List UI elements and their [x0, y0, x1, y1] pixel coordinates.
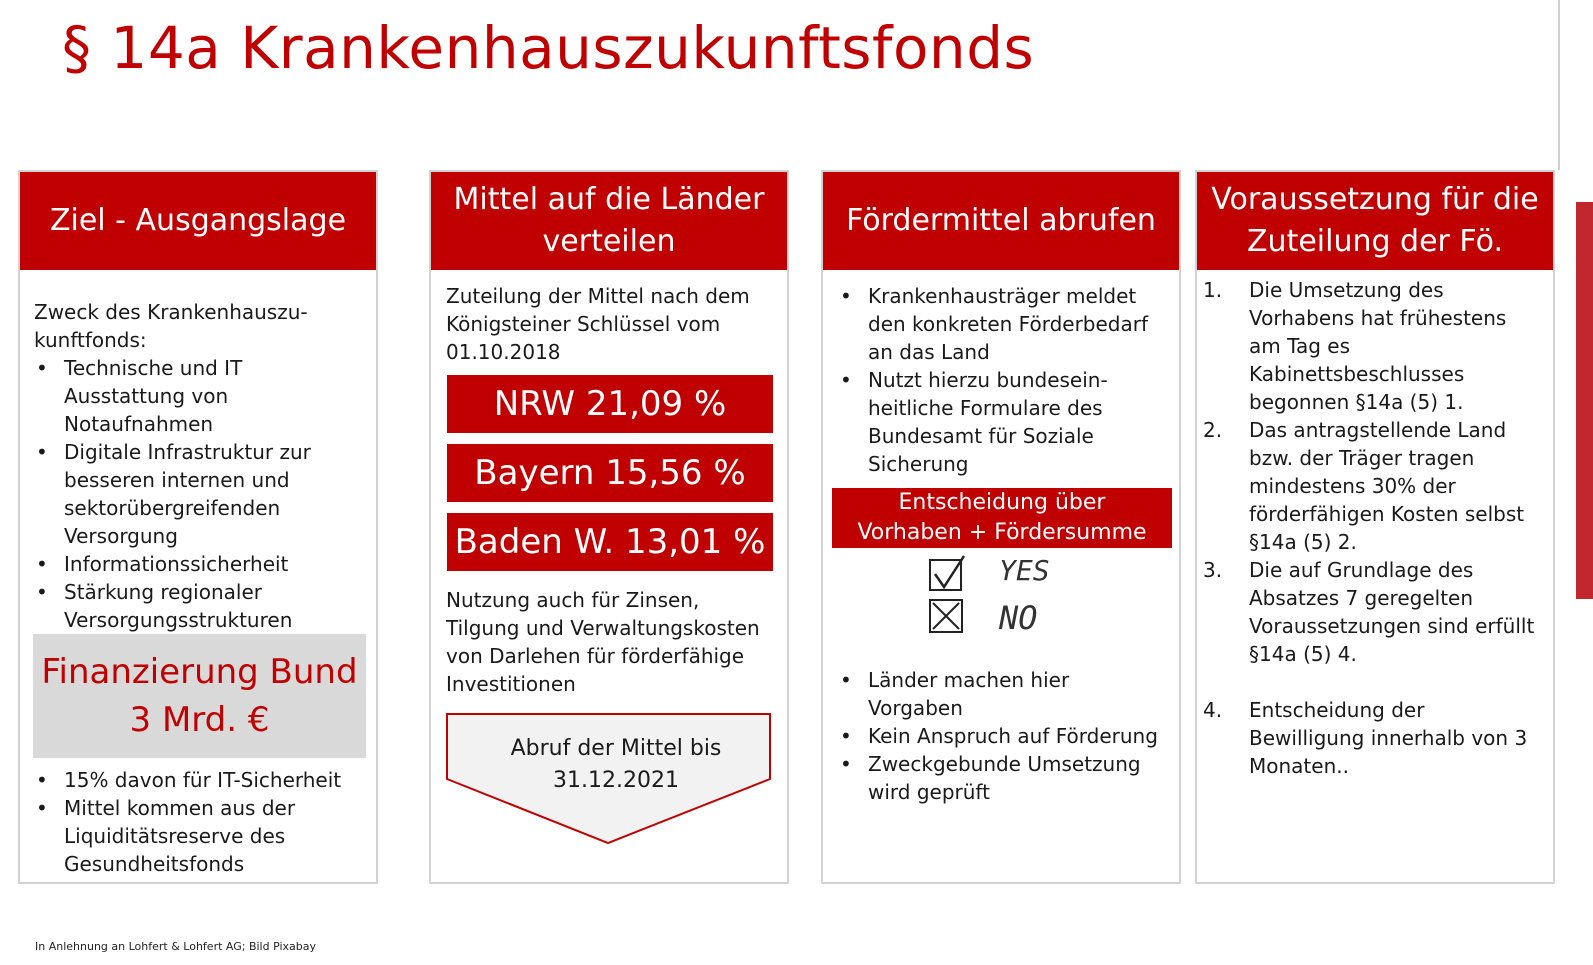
list-item: • Digitale Infrastruktur zur besseren internen und sektorübergreifenden Versorgung — [34, 438, 364, 550]
deadline-text — [446, 733, 786, 797]
list-item: • Länder machen hier Vorgaben — [838, 666, 1168, 722]
list-number: 1. — [1203, 278, 1223, 302]
list-item: • Technische und IT Ausstattung von Notaufnahmen — [34, 354, 364, 438]
list-item: • Kein Anspruch auf Förderung — [838, 722, 1168, 750]
list-number: 4. — [1203, 698, 1223, 722]
goal-intro — [34, 298, 364, 354]
list-item: • 15% davon für IT-Sicherheit — [34, 766, 364, 794]
list-text: Die Umsetzung des Vorhabens hat frühestens am Tag es Kabinettsbeschlusses begonnen §14a (5) 1. — [1249, 278, 1507, 414]
deadline-line-2: 31.12.2021 — [553, 768, 679, 793]
column-retrieval-header: Fördermittel abrufen — [823, 172, 1179, 270]
footnote: In Anlehnung an Lohfert & Lohfert AG; Bild Pixabay — [35, 940, 317, 953]
share-bar-bayern: Bayern 15,56 % — [447, 444, 773, 502]
funding-label: Finanzierung Bund — [41, 652, 358, 692]
list-text: Entscheidung der Bewilligung innerhalb von 3 Monaten.. — [1249, 698, 1528, 778]
column-retrieval — [821, 170, 1181, 884]
share-bar-baden: Baden W. 13,01 % — [447, 513, 773, 571]
list-item: • Zweckgebunde Umsetzung wird geprüft — [838, 750, 1168, 806]
list-item — [1203, 276, 1543, 416]
requirements-list — [1203, 276, 1543, 780]
funding-bullet-list — [34, 766, 364, 878]
list-item: • Nutzt hierzu bundesein-heitliche Formulare des Bundesamt für Soziale Sicherung — [838, 366, 1168, 478]
usage-text: Nutzung auch für Zinsen, Tilgung und Verwaltungskosten von Darlehen für förderfähige Investitionen — [446, 588, 760, 696]
list-item — [1203, 696, 1543, 780]
list-item — [1203, 556, 1543, 668]
list-item — [1203, 416, 1543, 556]
distribution-intro: Zuteilung der Mittel nach dem Königsteiner Schlüssel vom 01.10.2018 — [446, 284, 750, 364]
column-requirements — [1195, 170, 1555, 884]
list-text: Das antragstellende Land bzw. der Träger tragen mindestens 30% der förderfähigen Kosten selbst §14a (5) 2. — [1249, 418, 1525, 554]
goal-intro-line-2: kunftfonds: — [34, 328, 147, 352]
list-item: • Stärkung regionaler Versorgungsstrukturen — [34, 578, 364, 634]
decision-line-2: Vorhaben + Fördersumme — [857, 520, 1147, 545]
funding-amount: 3 Mrd. € — [129, 700, 270, 740]
retrieval-bullet-list — [838, 282, 1168, 478]
list-text: Die auf Grundlage des Absatzes 7 geregelten Voraussetzungen sind erfüllt §14a (5) 4. — [1249, 558, 1535, 666]
decision-line-1: Entscheidung über — [898, 490, 1106, 515]
share-bar-nrw: NRW 21,09 % — [447, 375, 773, 433]
decorative-red-bar — [1576, 202, 1593, 599]
column-distribution — [429, 170, 789, 884]
retrieval-bullet-list-2 — [838, 666, 1168, 806]
crossed-box-icon — [927, 597, 967, 637]
page-title: § 14a Krankenhauszukunftsfonds — [62, 14, 1035, 82]
list-item: • Informationssicherheit — [34, 550, 364, 578]
column-goal — [18, 170, 378, 884]
funding-box — [33, 634, 366, 758]
column-distribution-header: Mittel auf die Länder verteilen — [431, 172, 787, 270]
column-requirements-header: Voraussetzung für die Zuteilung der Fö. — [1197, 172, 1553, 270]
list-number: 2. — [1203, 418, 1223, 442]
checked-box-icon — [927, 554, 967, 594]
decorative-grey-line — [1558, 0, 1560, 170]
list-item: • Krankenhausträger meldet den konkreten Förderbedarf an das Land — [838, 282, 1168, 366]
list-item: • Mittel kommen aus der Liquiditätsreserve des Gesundheitsfonds — [34, 794, 364, 878]
column-goal-header: Ziel - Ausgangslage — [20, 172, 376, 270]
goal-bullet-list — [34, 354, 364, 634]
yes-label: YES — [999, 554, 1050, 587]
no-label: NO — [999, 599, 1038, 637]
list-number: 3. — [1203, 558, 1223, 582]
deadline-line-1: Abruf der Mittel bis — [510, 736, 722, 761]
goal-intro-line-1: Zweck des Krankenhauszu- — [34, 300, 308, 324]
decision-banner — [832, 488, 1172, 548]
